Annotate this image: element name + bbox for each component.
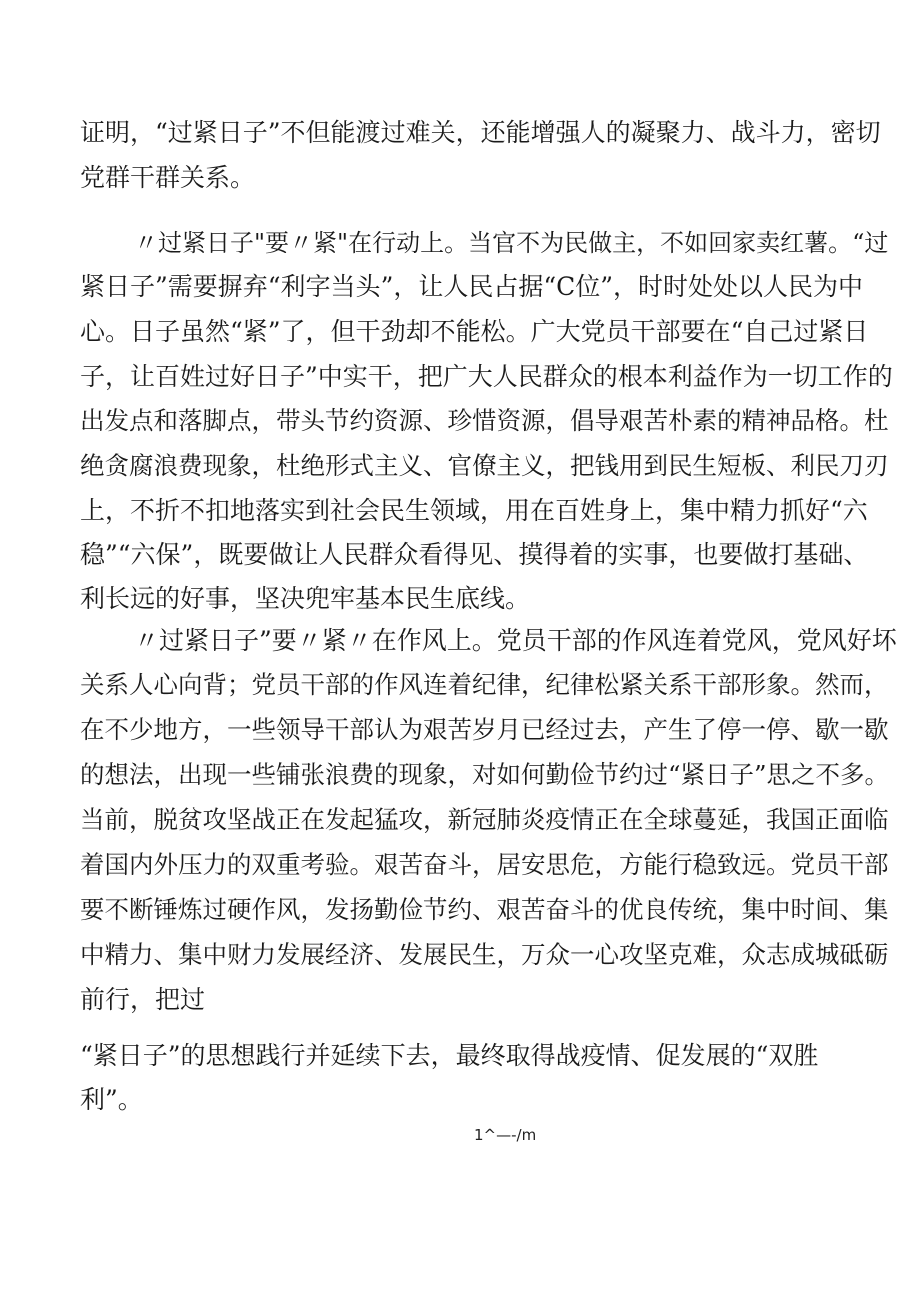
text-line: 关系人心向背；党员干部的作风连着纪律，纪律松紧关系干部形象。然而，	[80, 670, 889, 699]
text-line: 的想法，出现一些铺张浪费的现象，对如何勤俭节约过“紧日子”思之不多。	[80, 760, 890, 789]
text-line: 要不断锤炼过硬作风，发扬勤俭节约、艰苦奋斗的优良传统，集中时间、集	[80, 895, 889, 924]
text-line: 着国内外压力的双重考验。艰苦奋斗，居安思危，方能行稳致远。党员干部	[80, 850, 889, 879]
text-line: 当前，脱贫攻坚战正在发起猛攻，新冠肺炎疫情正在全球蔓延，我国正面临	[80, 805, 889, 834]
text-line: 党群干群关系。	[80, 163, 256, 192]
text-line: 心。日子虽然“紧”了，但干劲却不能松。广大党员干部要在“自己过紧日	[80, 317, 869, 346]
text-line: 前行，把过	[80, 985, 206, 1014]
text-line: 稳”“六保”，既要做让人民群众看得见、摸得着的实事，也要做打基础、	[80, 540, 869, 569]
text-line: 紧日子”需要摒弃“利字当头”，让人民占据“C位”，时时处处以人民为中	[80, 272, 864, 301]
text-line: 〃过紧日子”要〃紧〃在作风上。党员干部的作风连着党风，党风好坏	[134, 626, 897, 655]
page-number: 1^—-/m	[474, 1126, 537, 1144]
text-line: 上，不折不扣地落实到社会民生领域，用在百姓身上，集中精力抓好“六	[80, 496, 868, 525]
text-line: 绝贪腐浪费现象，杜绝形式主义、官僚主义，把钱用到民生短板、利民刀刃	[80, 451, 889, 480]
text-line: 利长远的好事，坚决兜牢基本民生底线。	[80, 584, 531, 613]
text-line: 证明，“过紧日子”不但能渡过难关，还能增强人的凝聚力、战斗力，密切	[80, 118, 881, 147]
text-line: 在不少地方，一些领导干部认为艰苦岁月已经过去，产生了停一停、歇一歇	[80, 715, 889, 744]
text-line: 中精力、集中财力发展经济、发展民生，万众一心攻坚克难，众志成城砥砺	[80, 940, 889, 969]
text-line: 子，让百姓过好日子”中实干，把广大人民群众的根本利益作为一切工作的	[80, 362, 893, 391]
text-line: 〃过紧日子"要〃紧"在行动上。当官不为民做主，不如回家卖红薯。“过	[134, 229, 889, 257]
text-line: 利”。	[80, 1085, 143, 1114]
text-line: “紧日子”的思想践行并延续下去，最终取得战疫情、促发展的“双胜	[80, 1041, 819, 1070]
text-line: 出发点和落脚点，带头节约资源、珍惜资源，倡导艰苦朴素的精神品格。杜	[80, 406, 889, 435]
